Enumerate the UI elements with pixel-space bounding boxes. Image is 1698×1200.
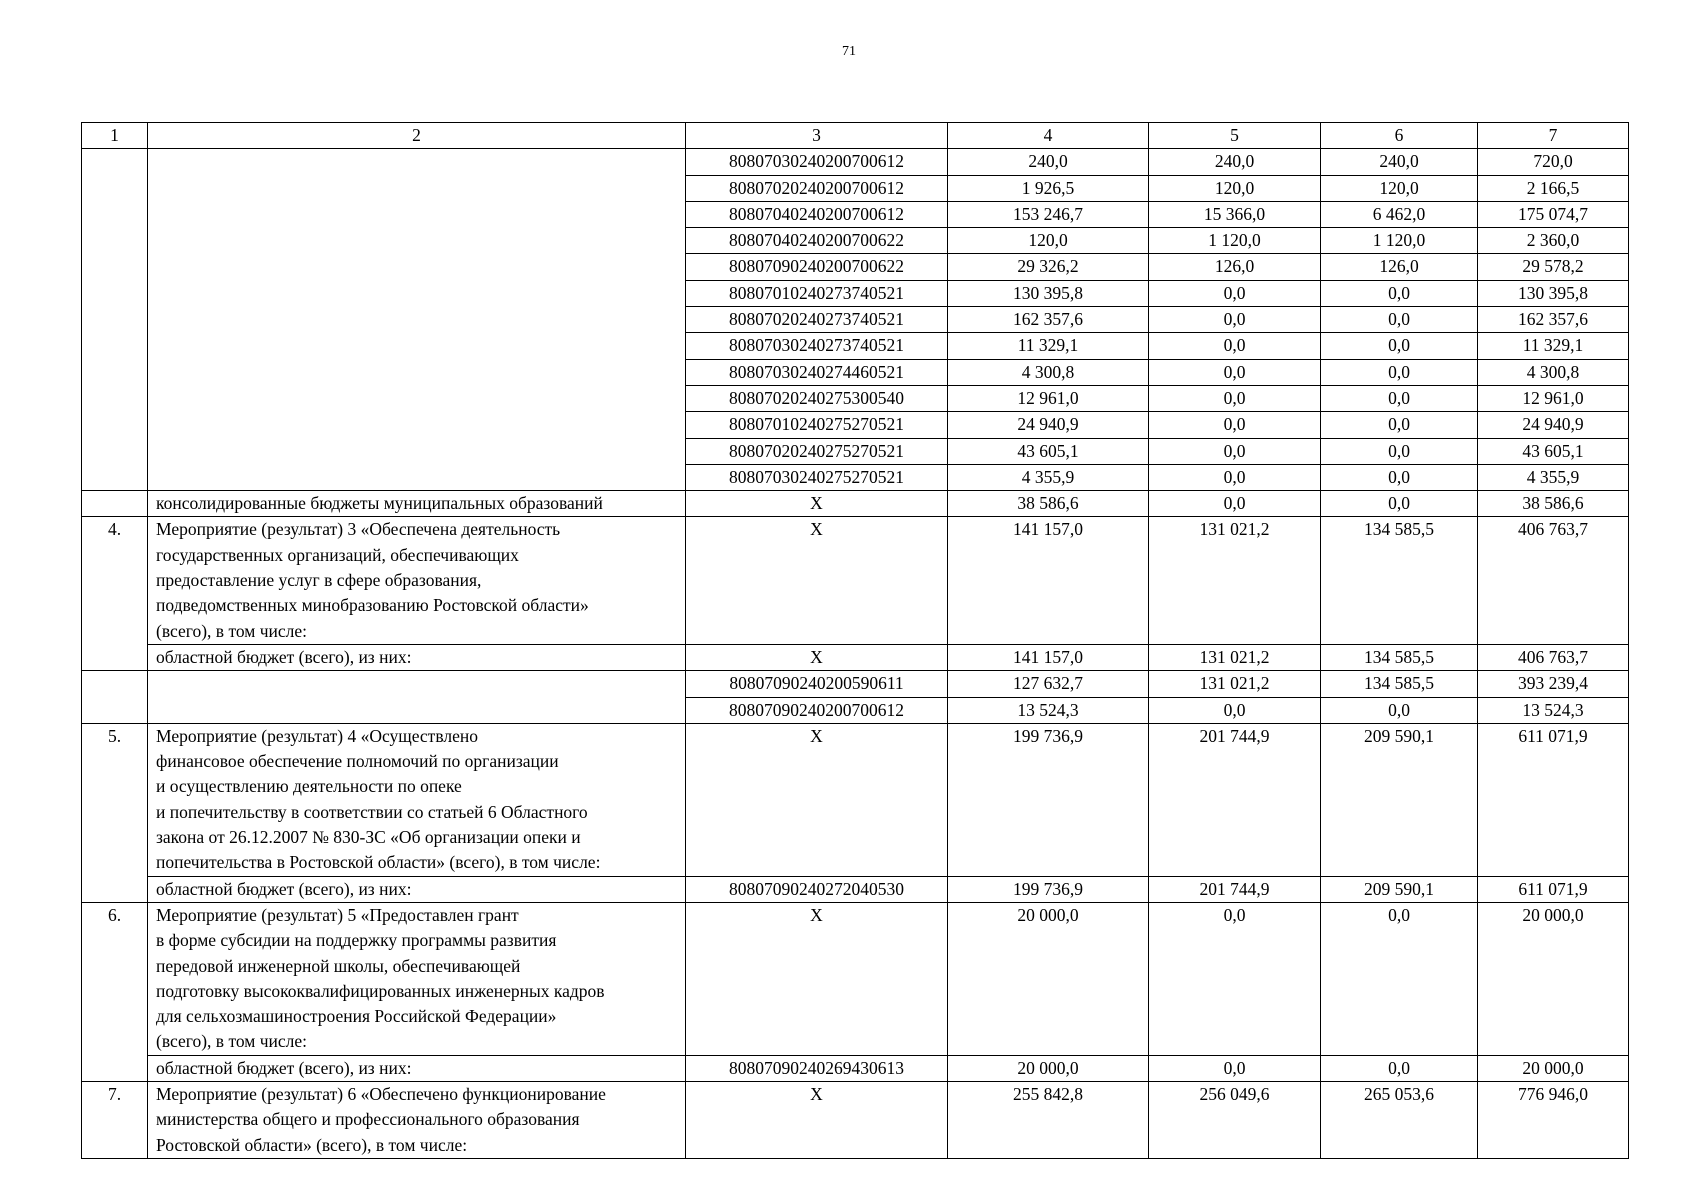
code-cell: 80807090240269430613 (686, 1055, 948, 1081)
value-cell: 1 120,0 (1149, 228, 1321, 254)
regional-budget-row (82, 876, 1629, 902)
value-cell: 0,0 (1321, 464, 1478, 490)
value-cell: 20 000,0 (1478, 902, 1629, 1055)
header-row (82, 123, 1629, 149)
code-cell: 80807090240200700622 (686, 254, 948, 280)
value-cell: 240,0 (948, 149, 1149, 175)
value-cell: 20 000,0 (948, 902, 1149, 1055)
value-cell: 15 366,0 (1149, 201, 1321, 227)
description-line: для сельхозмашиностроения Российской Федерации» (156, 1006, 557, 1027)
value-cell: 130 395,8 (1478, 280, 1629, 306)
value-cell: 134 585,5 (1321, 517, 1478, 644)
value-cell: 240,0 (1149, 149, 1321, 175)
table-row (82, 671, 1629, 697)
regional-budget-row (82, 1055, 1629, 1081)
description-line: Мероприятие (результат) 5 «Предоставлен грант (156, 904, 519, 925)
value-cell: 126,0 (1321, 254, 1478, 280)
value-cell: 0,0 (1321, 697, 1478, 723)
value-cell: 12 961,0 (1478, 385, 1629, 411)
value-cell: 209 590,1 (1321, 876, 1478, 902)
measure-description (148, 517, 686, 644)
value-cell: 0,0 (1321, 438, 1478, 464)
description-line: Мероприятие (результат) 4 «Осуществлено (156, 725, 478, 746)
code-cell: X (686, 644, 948, 670)
value-cell: 29 578,2 (1478, 254, 1629, 280)
code-cell: 80807020240273740521 (686, 307, 948, 333)
description-line: в форме субсидии на поддержку программы развития (156, 930, 557, 951)
row-number: 4. (82, 517, 148, 671)
header-cell: 6 (1321, 123, 1478, 149)
code-cell: 80807090240200700612 (686, 697, 948, 723)
empty-num-cell (82, 149, 148, 491)
value-cell: 406 763,7 (1478, 517, 1629, 644)
code-cell: 80807040240200700612 (686, 201, 948, 227)
empty-label-cell (148, 671, 686, 724)
value-cell: 13 524,3 (948, 697, 1149, 723)
description-line: (всего), в том числе: (156, 620, 308, 641)
value-cell: 162 357,6 (948, 307, 1149, 333)
code-cell: 80807030240275270521 (686, 464, 948, 490)
description-line: (всего), в том числе: (156, 1031, 308, 1052)
value-cell: 0,0 (1321, 307, 1478, 333)
empty-num-cell (82, 491, 148, 517)
code-cell: 80807010240273740521 (686, 280, 948, 306)
code-cell: 80807020240200700612 (686, 175, 948, 201)
code-cell: 80807090240200590611 (686, 671, 948, 697)
header-cell: 1 (82, 123, 148, 149)
value-cell: 43 605,1 (1478, 438, 1629, 464)
value-cell: 43 605,1 (948, 438, 1149, 464)
value-cell: 611 071,9 (1478, 876, 1629, 902)
code-cell: 80807040240200700622 (686, 228, 948, 254)
value-cell: 611 071,9 (1478, 723, 1629, 876)
value-cell: 0,0 (1321, 902, 1478, 1055)
value-cell: 0,0 (1321, 333, 1478, 359)
value-cell: 126,0 (1149, 254, 1321, 280)
row-label: областной бюджет (всего), из них: (148, 1055, 686, 1081)
value-cell: 2 360,0 (1478, 228, 1629, 254)
value-cell: 131 021,2 (1149, 517, 1321, 644)
code-cell: 80807030240200700612 (686, 149, 948, 175)
code-cell: 80807020240275300540 (686, 385, 948, 411)
value-cell: 0,0 (1149, 307, 1321, 333)
value-cell: 0,0 (1149, 333, 1321, 359)
description-line: Мероприятие (результат) 3 «Обеспечена деятельность (156, 519, 561, 540)
code-cell: 80807020240275270521 (686, 438, 948, 464)
consolidated-row (82, 491, 1629, 517)
value-cell: 0,0 (1149, 697, 1321, 723)
value-cell: 4 300,8 (1478, 359, 1629, 385)
measure-row (82, 1081, 1629, 1158)
description-line: государственных организаций, обеспечивающих (156, 544, 519, 565)
value-cell: 201 744,9 (1149, 876, 1321, 902)
header-cell: 2 (148, 123, 686, 149)
header-cell: 7 (1478, 123, 1629, 149)
value-cell: 0,0 (1149, 412, 1321, 438)
table-row (82, 149, 1629, 175)
value-cell: 201 744,9 (1149, 723, 1321, 876)
value-cell: 0,0 (1149, 491, 1321, 517)
value-cell: 11 329,1 (1478, 333, 1629, 359)
description-line: подведомственных минобразованию Ростовской области» (156, 595, 589, 616)
description-line: и осуществлению деятельности по опеке (156, 776, 462, 797)
value-cell: 240,0 (1321, 149, 1478, 175)
value-cell: 256 049,6 (1149, 1081, 1321, 1158)
header-cell: 5 (1149, 123, 1321, 149)
value-cell: 120,0 (1321, 175, 1478, 201)
value-cell: 134 585,5 (1321, 671, 1478, 697)
value-cell: 6 462,0 (1321, 201, 1478, 227)
code-cell: X (686, 902, 948, 1055)
table-body (82, 123, 1629, 1159)
value-cell: 2 166,5 (1478, 175, 1629, 201)
value-cell: 130 395,8 (948, 280, 1149, 306)
empty-label-cell (148, 149, 686, 491)
value-cell: 131 021,2 (1149, 644, 1321, 670)
value-cell: 0,0 (1149, 359, 1321, 385)
value-cell: 13 524,3 (1478, 697, 1629, 723)
description-line: Мероприятие (результат) 6 «Обеспечено функционирование (156, 1083, 606, 1104)
value-cell: 20 000,0 (1478, 1055, 1629, 1081)
measure-description (148, 902, 686, 1055)
value-cell: 0,0 (1149, 280, 1321, 306)
value-cell: 4 300,8 (948, 359, 1149, 385)
value-cell: 4 355,9 (948, 464, 1149, 490)
value-cell: 24 940,9 (948, 412, 1149, 438)
value-cell: 1 120,0 (1321, 228, 1478, 254)
value-cell: 0,0 (1321, 280, 1478, 306)
description-line: и попечительству в соответствии со статьей 6 Областного (156, 801, 588, 822)
code-cell: X (686, 723, 948, 876)
budget-table (81, 122, 1629, 1159)
page-number: 71 (842, 44, 856, 59)
value-cell: 153 246,7 (948, 201, 1149, 227)
value-cell: 199 736,9 (948, 876, 1149, 902)
row-label: консолидированные бюджеты муниципальных образований (148, 491, 686, 517)
value-cell: 120,0 (1149, 175, 1321, 201)
row-label: областной бюджет (всего), из них: (148, 876, 686, 902)
value-cell: 776 946,0 (1478, 1081, 1629, 1158)
row-number: 5. (82, 723, 148, 902)
code-cell: 80807090240272040530 (686, 876, 948, 902)
value-cell: 0,0 (1149, 1055, 1321, 1081)
value-cell: 141 157,0 (948, 644, 1149, 670)
row-label: областной бюджет (всего), из них: (148, 644, 686, 670)
value-cell: 199 736,9 (948, 723, 1149, 876)
value-cell: 1 926,5 (948, 175, 1149, 201)
empty-num-cell (82, 671, 148, 724)
value-cell: 20 000,0 (948, 1055, 1149, 1081)
description-line: закона от 26.12.2007 № 830-ЗС «Об организации опеки и (156, 827, 581, 848)
value-cell: 162 357,6 (1478, 307, 1629, 333)
value-cell: 175 074,7 (1478, 201, 1629, 227)
description-line: попечительства в Ростовской области» (всего), в том числе: (156, 852, 601, 873)
measure-description (148, 1081, 686, 1158)
description-line: финансовое обеспечение полномочий по организации (156, 751, 559, 772)
value-cell: 12 961,0 (948, 385, 1149, 411)
value-cell: 120,0 (948, 228, 1149, 254)
value-cell: 4 355,9 (1478, 464, 1629, 490)
value-cell: 255 842,8 (948, 1081, 1149, 1158)
value-cell: 29 326,2 (948, 254, 1149, 280)
description-line: передовой инженерной школы, обеспечивающей (156, 955, 521, 976)
value-cell: 0,0 (1149, 902, 1321, 1055)
measure-row (82, 902, 1629, 1055)
value-cell: 265 053,6 (1321, 1081, 1478, 1158)
value-cell: 393 239,4 (1478, 671, 1629, 697)
description-line: подготовку высококвалифицированных инженерных кадров (156, 980, 605, 1001)
value-cell: 0,0 (1321, 412, 1478, 438)
regional-budget-row (82, 644, 1629, 670)
row-number: 7. (82, 1081, 148, 1158)
value-cell: 11 329,1 (948, 333, 1149, 359)
value-cell: 131 021,2 (1149, 671, 1321, 697)
value-cell: 0,0 (1149, 385, 1321, 411)
value-cell: 134 585,5 (1321, 644, 1478, 670)
value-cell: 406 763,7 (1478, 644, 1629, 670)
value-cell: 24 940,9 (1478, 412, 1629, 438)
value-cell: 0,0 (1321, 359, 1478, 385)
value-cell: 141 157,0 (948, 517, 1149, 644)
value-cell: 38 586,6 (948, 491, 1149, 517)
value-cell: 0,0 (1149, 464, 1321, 490)
value-cell: 209 590,1 (1321, 723, 1478, 876)
description-line: предоставление услуг в сфере образования, (156, 570, 482, 591)
header-cell: 4 (948, 123, 1149, 149)
code-cell: 80807010240275270521 (686, 412, 948, 438)
code-cell: X (686, 517, 948, 644)
value-cell: 0,0 (1321, 1055, 1478, 1081)
value-cell: 38 586,6 (1478, 491, 1629, 517)
code-cell: 80807030240274460521 (686, 359, 948, 385)
description-line: Ростовской области» (всего), в том числе: (156, 1134, 468, 1155)
code-cell: 80807030240273740521 (686, 333, 948, 359)
value-cell: 720,0 (1478, 149, 1629, 175)
measure-description (148, 723, 686, 876)
value-cell: 0,0 (1149, 438, 1321, 464)
measure-row (82, 723, 1629, 876)
header-cell: 3 (686, 123, 948, 149)
measure-row (82, 517, 1629, 644)
description-line: министерства общего и профессионального образования (156, 1109, 580, 1130)
value-cell: 0,0 (1321, 385, 1478, 411)
code-cell: X (686, 1081, 948, 1158)
code-cell: X (686, 491, 948, 517)
value-cell: 127 632,7 (948, 671, 1149, 697)
value-cell: 0,0 (1321, 491, 1478, 517)
row-number: 6. (82, 902, 148, 1081)
